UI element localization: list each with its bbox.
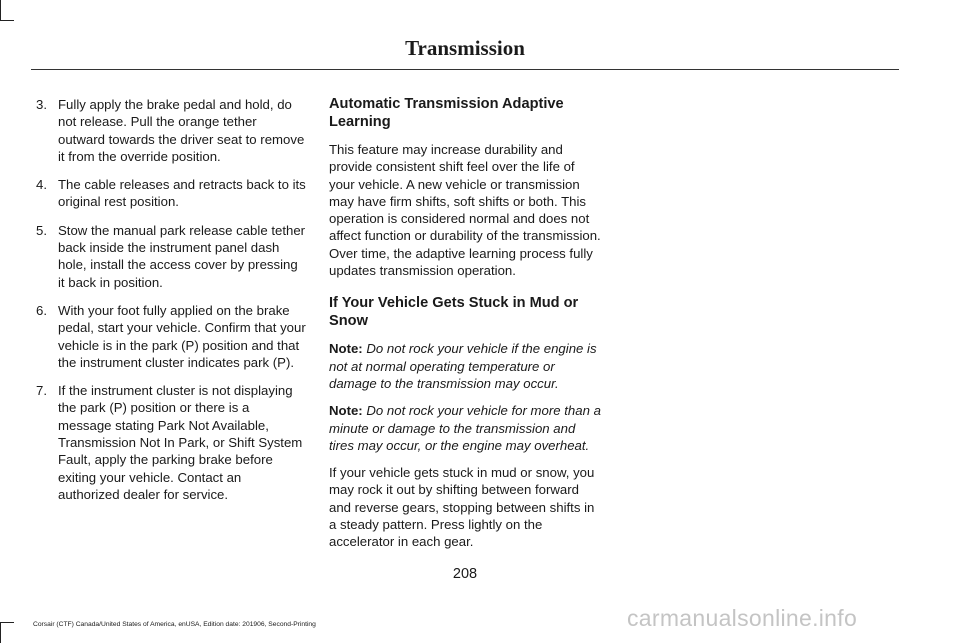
- step-number: 4.: [36, 177, 47, 193]
- crop-mark: [0, 623, 1, 643]
- step-number: 6.: [36, 302, 47, 318]
- step-text: If the instrument cluster is not displaying the park (P) position or there is a message stating Park Not Available, Transmission Not In Park, or Shift System Fault, apply the parking brake before exiting your vehicle. Contact an authorized dealer for service.: [58, 383, 303, 502]
- header-divider: [31, 69, 899, 70]
- right-column: [329, 96, 601, 561]
- section-body: This feature may increase durability and provide consistent shift feel over the life of your vehicle. A new vehicle or transmission may have firm shifts, soft shifts or both. This operation is considered normal and does not affect function or durability of the transmission. Over time, the adaptive learning process fully updates transmission operation.: [329, 142, 601, 279]
- step-text: The cable releases and retracts back to its original rest position.: [58, 177, 306, 210]
- note-text: Do not rock your vehicle for more than a minute or damage to the transmission and tires may occur, or the engine may overheat.: [329, 403, 601, 453]
- note: [329, 402, 601, 454]
- section-heading: Automatic Transmission Adaptive Learning: [329, 96, 564, 130]
- section-heading: If Your Vehicle Gets Stuck in Mud or Snow: [329, 295, 579, 329]
- list-item: [36, 176, 306, 211]
- step-number: 5.: [36, 222, 47, 238]
- step-text: With your foot fully applied on the brake pedal, start your vehicle. Confirm that your vehicle is in the park (P) position and that the instrument cluster indicates park (P).: [58, 302, 306, 370]
- crop-mark: [0, 0, 1, 20]
- step-text: Fully apply the brake pedal and hold, do not release. Pull the orange tether outward towards the driver seat to remove it from the override position.: [58, 97, 305, 164]
- crop-mark: [0, 622, 14, 623]
- note: [329, 340, 601, 392]
- note-text: Do not rock your vehicle if the engine is not at normal operating temperature or damage to the transmission may occur.: [329, 341, 597, 391]
- watermark-link[interactable]: carmanualsonline.info: [627, 605, 858, 631]
- list-item: [36, 382, 306, 503]
- footer-edition: Corsair (CTF) Canada/United States of America, enUSA, Edition date: 201906, Second-Printing: [33, 621, 316, 628]
- step-number: 7.: [36, 383, 47, 399]
- list-item: [36, 222, 306, 291]
- section-body: If your vehicle gets stuck in mud or snow, you may rock it out by shifting between forward and reverse gears, stopping between shifts in a steady pattern. Press lightly on the accelerator in each gear.: [329, 465, 595, 550]
- list-item: [36, 96, 306, 165]
- step-text: Stow the manual park release cable tether back inside the instrument panel dash hole, install the access cover by pressing it back in position.: [58, 222, 306, 290]
- step-number: 3.: [36, 97, 47, 112]
- page-title: Transmission: [405, 36, 525, 60]
- page-number: 208: [452, 566, 478, 582]
- note-label: Note:: [329, 403, 363, 419]
- note-label: Note:: [329, 341, 363, 357]
- crop-mark: [0, 20, 14, 21]
- list-item: [36, 302, 306, 371]
- left-column: [36, 96, 306, 514]
